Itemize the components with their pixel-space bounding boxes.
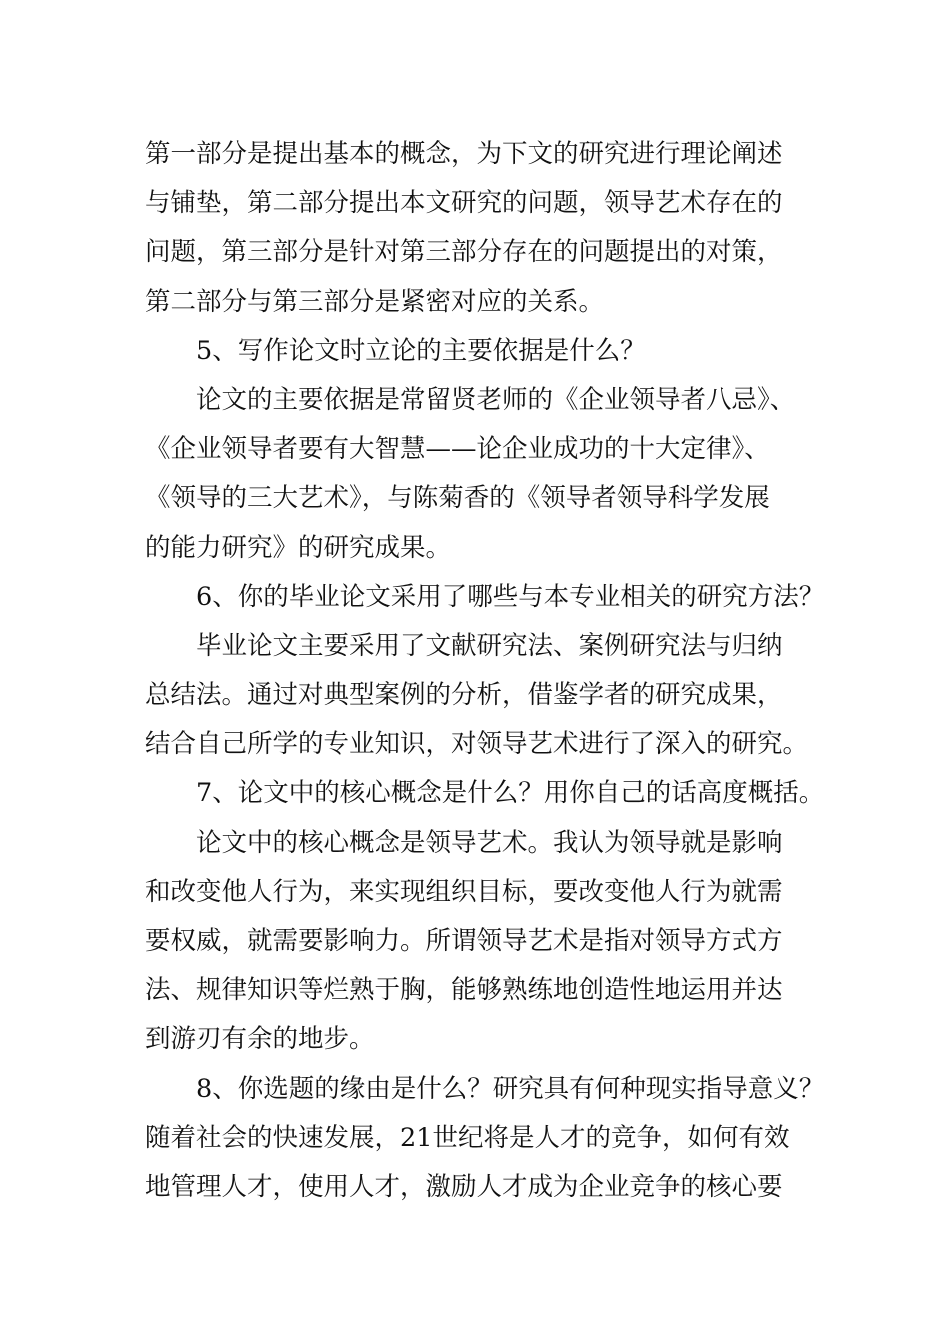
text-line: 随着社会的快速发展，21世纪将是人才的竞争，如何有效 (145, 1122, 790, 1153)
text-line: 与铺垫，第二部分提出本文研究的问题，领导艺术存在的 (145, 188, 783, 219)
text-line: 《领导的三大艺术》，与陈菊香的《领导者领导科学发展 (145, 483, 770, 514)
question-heading: 8、你选题的缘由是什么？研究具有何种现实指导意义？ (196, 1073, 825, 1104)
text-line: 论文的主要依据是常留贤老师的《企业领导者八忌》、 (196, 384, 796, 415)
text-line: 总结法。通过对典型案例的分析，借鉴学者的研究成果， (145, 680, 783, 711)
text-line: 法、规律知识等烂熟于胸，能够熟练地创造性地运用并达 (145, 975, 783, 1006)
text-line: 第一部分是提出基本的概念，为下文的研究进行理论阐述 (145, 139, 783, 169)
text-line: 论文中的核心概念是领导艺术。我认为领导就是影响 (196, 827, 783, 858)
question-heading: 6、你的毕业论文采用了哪些与本专业相关的研究方法？ (196, 581, 825, 612)
text-line: 第二部分与第三部分是紧密对应的关系。 (145, 286, 605, 317)
text-line: 要权威，就需要影响力。所谓领导艺术是指对领导方式方 (145, 926, 783, 956)
text-line: 到游刃有余的地步。 (145, 1024, 375, 1055)
text-line: 问题，第三部分是针对第三部分存在的问题提出的对策， (145, 237, 783, 268)
text-line: 的能力研究》的研究成果。 (145, 532, 452, 563)
question-heading: 5、写作论文时立论的主要依据是什么？ (196, 335, 646, 366)
document-body (145, 130, 825, 1212)
text-line: 和改变他人行为，来实现组织目标，要改变他人行为就需 (145, 876, 783, 907)
question-heading: 7、论文中的核心概念是什么？用你自己的话高度概括。 (196, 778, 825, 809)
text-line: 结合自己所学的专业知识，对领导艺术进行了深入的研究。 (145, 729, 809, 760)
text-line: 地管理人才，使用人才，激励人才成为企业竞争的核心要 (145, 1171, 783, 1202)
text-line: 《企业领导者要有大智慧——论企业成功的十大定律》、 (145, 434, 770, 465)
text-line: 毕业论文主要采用了文献研究法、案例研究法与归纳 (196, 630, 783, 661)
